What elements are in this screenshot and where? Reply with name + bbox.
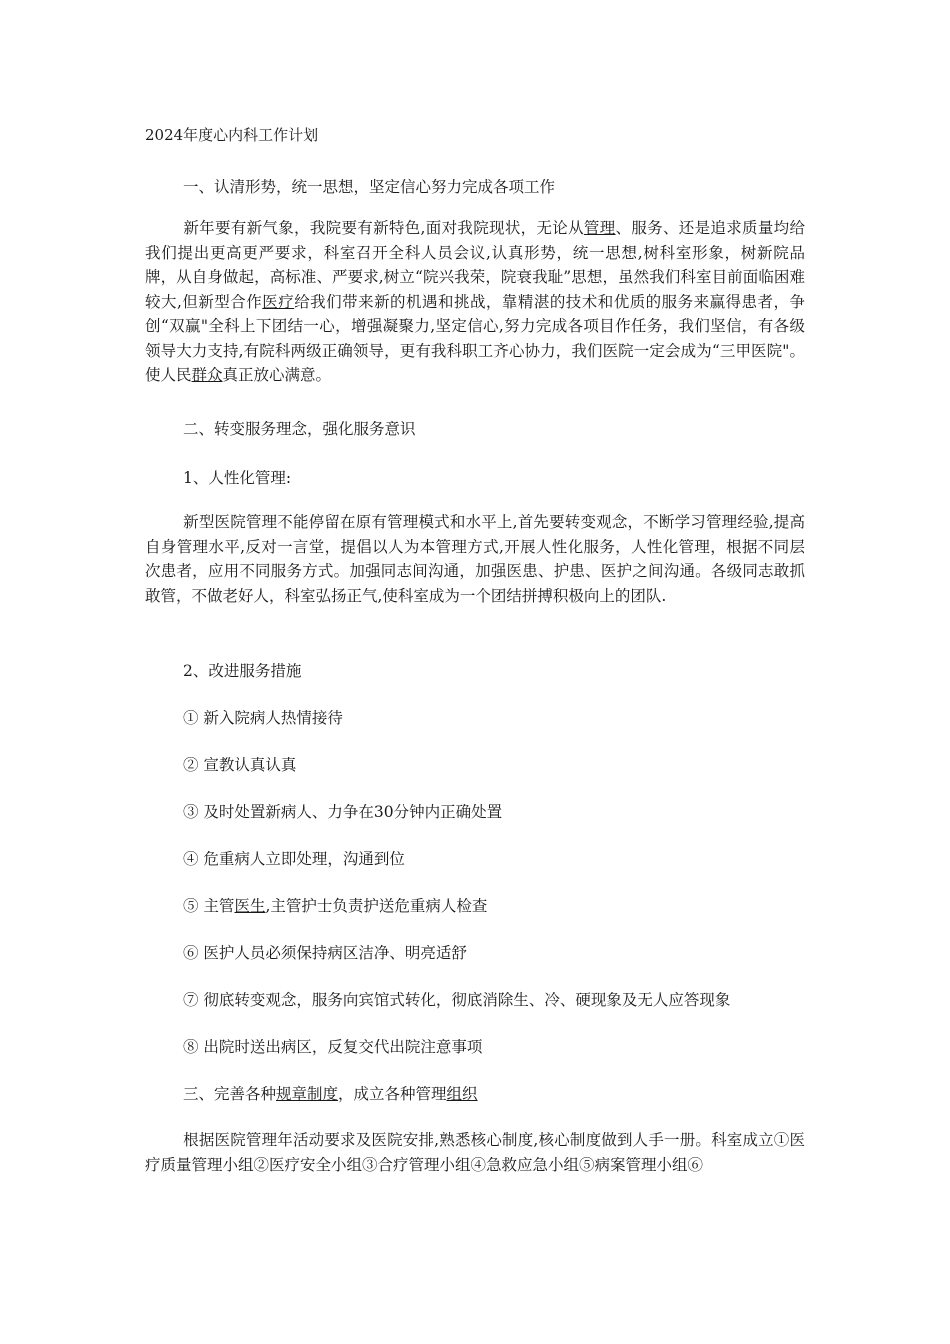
list-item bbox=[183, 894, 487, 916]
section2-sub1: 1、人性化管理: bbox=[183, 469, 292, 487]
list-item: ④ 危重病人立即处理，沟通到位 bbox=[183, 850, 405, 868]
link-yisheng[interactable]: 医生 bbox=[234, 897, 266, 915]
section2-heading: 二、转变服务理念，强化服务意识 bbox=[183, 420, 416, 438]
section1-text-a: 新年要有新气象，我院要有新特色,面对我院现状，无论从 bbox=[183, 219, 584, 237]
section1-text-c: 给我们带来新的机遇和挑战，靠精湛的技术和优质的服务来赢得患者，争创“双赢"全科上下团结一心，增强凝聚力,坚定信心,努力完成各项目作任务，我们坚信，有各级领导大力支持,有院科两级正确领导，更有我科职工齐心协力，我们医院一定会成为“三甲医院"。使人民 bbox=[145, 292, 805, 384]
link-guanli[interactable]: 管理 bbox=[583, 219, 616, 237]
link-qunzhong[interactable]: 群众 bbox=[191, 366, 223, 384]
sub1-paragraph-text: 新型医院管理不能停留在原有管理模式和水平上,首先要转变观念，不断学习管理经验,提高自身管理水平,反对一言堂，提倡以人为本管理方式,开展人性化服务，人性化管理，根据不同层次患者，应用不同服务方式。加强同志间沟通，加强医患、护患、医护之间沟通。各级同志敢抓敢管，不做老好人，科室弘扬正气,使科室成为一个团结拼搏积极向上的团队. bbox=[145, 513, 805, 605]
list-item: ③ 及时处置新病人、力争在30分钟内正确处置 bbox=[183, 803, 503, 821]
document-title: 2024年度心内科工作计划 bbox=[145, 126, 319, 144]
section1-text-b: 、服务、还是追求质量均给我们提出更高更严要求，科室召开全科人员会议,认真形势，统一思想,树科室形象，树新院品牌，从自身做起，高标准、严要求,树立“院兴我荣，院衰我耻”思想，虽然我们科室目前面临困难较大,但新型合作 bbox=[145, 219, 805, 311]
link-guizhangzhidu[interactable]: 规章制度 bbox=[276, 1085, 339, 1103]
item5-text-a: ⑤ 主管 bbox=[183, 897, 235, 915]
section3-heading-b: ，成立各种管理 bbox=[338, 1085, 447, 1103]
section1-text-d: 真正放心满意。 bbox=[222, 366, 332, 384]
item5-text-b: ,主管护士负责护送危重病人检查 bbox=[265, 897, 488, 915]
list-item: ② 宣教认真认真 bbox=[183, 756, 297, 774]
section2-sub2: 2、改进服务措施 bbox=[183, 662, 302, 680]
list-item: ⑦ 彻底转变观念，服务向宾馆式转化，彻底消除生、冷、硬现象及无人应答现象 bbox=[183, 991, 731, 1009]
section3-paragraph-text: 根据医院管理年活动要求及医院安排,熟悉核心制度,核心制度做到人手一册。科室成立①医疗质量管理小组②医疗安全小组③合疗管理小组④急救应急小组⑤病案管理小组⑥ bbox=[145, 1131, 805, 1174]
link-yiliao[interactable]: 医疗 bbox=[262, 292, 295, 311]
link-zuzhi[interactable]: 组织 bbox=[446, 1085, 478, 1103]
section3-heading bbox=[183, 1082, 478, 1104]
section3-heading-a: 三、完善各种 bbox=[183, 1085, 277, 1103]
section3-paragraph bbox=[145, 1128, 805, 1177]
section1-paragraph bbox=[145, 216, 805, 388]
list-item: ⑥ 医护人员必须保持病区洁净、明亮适舒 bbox=[183, 944, 467, 962]
list-item: ⑧ 出院时送出病区，反复交代出院注意事项 bbox=[183, 1038, 483, 1056]
list-item: ① 新入院病人热情接待 bbox=[183, 709, 343, 727]
section2-sub1-paragraph bbox=[145, 510, 805, 608]
section1-heading: 一、认清形势，统一思想，坚定信心努力完成各项工作 bbox=[183, 178, 556, 196]
